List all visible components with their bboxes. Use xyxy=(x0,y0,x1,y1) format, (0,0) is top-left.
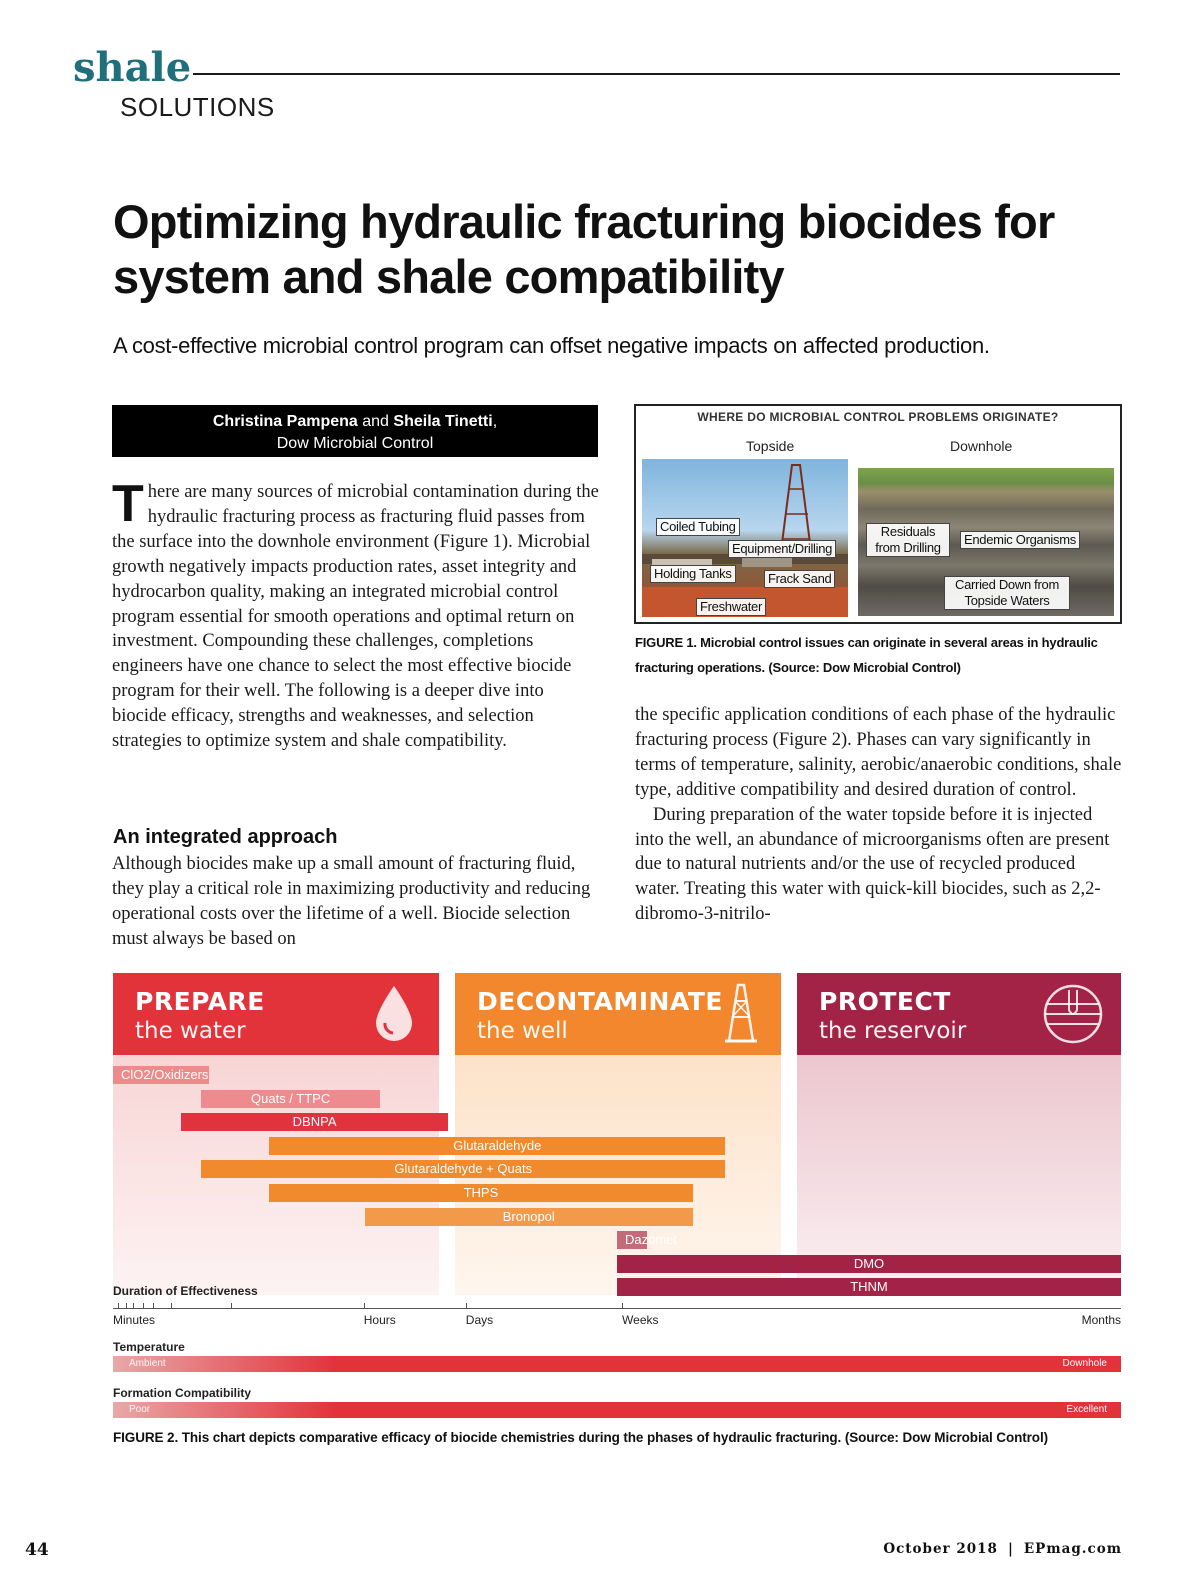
minor-tick xyxy=(171,1303,172,1309)
figure-1-downhole-heading: Downhole xyxy=(950,438,1013,454)
byline-comma: , xyxy=(492,413,498,430)
phase-decontaminate-title: DECONTAMINATE xyxy=(477,987,723,1016)
byline-and: and xyxy=(362,413,389,430)
label-residuals-from-drilling: Residuals from Drilling xyxy=(866,523,950,557)
minor-tick xyxy=(143,1303,144,1309)
bar-thnm: THNM xyxy=(617,1278,1121,1296)
label-frack-sand: Frack Sand xyxy=(764,570,835,588)
bar-dbnpa: DBNPA xyxy=(181,1113,448,1131)
label-carried-down: Carried Down from Topside Waters xyxy=(944,576,1070,610)
major-tick xyxy=(466,1303,467,1309)
tick-label-weeks: Weeks xyxy=(622,1313,659,1327)
footer-separator: | xyxy=(1007,1541,1014,1557)
issue-date: October 2018 xyxy=(883,1541,998,1557)
site-link[interactable]: EPmag.com xyxy=(1023,1541,1122,1557)
figure-1 xyxy=(634,404,1122,624)
figure-1-caption: FIGURE 1. Microbial control issues can originate in several areas in hydraulic fracturing operations. (Source: Dow Microbial Control) xyxy=(635,635,1098,675)
bar-clo2-oxidizers: ClO2/Oxidizers xyxy=(113,1066,209,1084)
minor-tick xyxy=(118,1303,119,1309)
figure-2-chart xyxy=(113,973,1121,1423)
author-1: Christina Pampena xyxy=(212,413,358,430)
author-2: Sheila Tinetti xyxy=(393,413,493,430)
phase-prepare xyxy=(113,973,439,1055)
article-title: Optimizing hydraulic fracturing biocides for system and shale compatibility xyxy=(113,195,1055,303)
bar-dazomet: Dazomet xyxy=(617,1231,647,1249)
phase-decontaminate xyxy=(455,973,781,1055)
bar-bronopol: Bronopol xyxy=(365,1208,693,1226)
temperature-high: Downhole xyxy=(1062,1358,1107,1369)
figure-1-topside-heading: Topside xyxy=(746,438,795,454)
section-sub: SOLUTIONS xyxy=(120,92,275,122)
temperature-low: Ambient xyxy=(129,1358,166,1369)
tick-label-days: Days xyxy=(465,1313,494,1327)
paragraph-2: Although biocides make up a small amount of fracturing fluid, they play a critical role in maximizing productivity and reducing operational costs over the lifetime of a well. Biocide selection must always be based on xyxy=(112,854,591,949)
minor-tick xyxy=(153,1303,154,1309)
page-number: 44 xyxy=(25,1540,49,1560)
subhead: An integrated approach xyxy=(113,826,338,848)
formation-scale xyxy=(113,1402,1121,1418)
water-drop-icon xyxy=(371,983,417,1043)
temperature-scale xyxy=(113,1356,1121,1372)
header-rule xyxy=(193,73,1120,75)
tick-label-months: Months xyxy=(1081,1313,1121,1327)
minor-tick xyxy=(133,1303,134,1309)
major-tick xyxy=(364,1303,365,1309)
footer-info xyxy=(883,1541,1122,1557)
minor-tick xyxy=(231,1303,232,1309)
major-tick xyxy=(622,1303,623,1309)
section-brand: shale xyxy=(73,44,192,91)
bar-thps: THPS xyxy=(269,1184,692,1202)
label-freshwater: Freshwater xyxy=(696,598,766,616)
label-coiled-tubing: Coiled Tubing xyxy=(656,518,740,536)
phase-decontaminate-subtitle: the well xyxy=(477,1018,568,1044)
phase-prepare-title: PREPARE xyxy=(135,987,265,1016)
paragraph-3: the specific application conditions of each phase of the hydraulic fracturing process (Figure 2). Phases can vary significantly in terms of temperature, salinity, aerobic/anaerobic conditions, shale type, additive compatibility and desired duration of control. xyxy=(635,705,1122,800)
bar-glutaraldehyde: Glutaraldehyde xyxy=(269,1137,725,1155)
intro-text: here are many sources of microbial contamination during the hydraulic fracturing process as fracturing fluid passes from the surface into the downhole environment (Figure 1). Microbial growth negatively impacts production rates, asset integrity and hydrocarbon quality, making an integrated microbial control program essential for smooth operations and optimal return on investment. Compounding these challenges, completions engineers have one chance to select the most effective biocide program for their well. The following is a deeper dive into biocide efficacy, strengths and weaknesses, and selection strategies to optimize system and shale compatibility. xyxy=(112,482,599,752)
phase-protect-title: PROTECT xyxy=(819,987,951,1016)
downhole-photo xyxy=(858,468,1114,616)
label-endemic-organisms: Endemic Organisms xyxy=(960,531,1080,549)
topside-photo xyxy=(642,459,848,617)
bar-glutaraldehyde-quats: Glutaraldehyde + Quats xyxy=(201,1160,725,1178)
formation-title: Formation Compatibility xyxy=(113,1386,251,1400)
right-column xyxy=(635,703,1122,927)
byline xyxy=(112,405,598,457)
figure-1-title: WHERE DO MICROBIAL CONTROL PROBLEMS ORIGINATE? xyxy=(697,410,1059,424)
bar-dmo: DMO xyxy=(617,1255,1121,1273)
tick-label-hours: Hours xyxy=(363,1313,396,1327)
formation-high: Excellent xyxy=(1066,1404,1107,1415)
minor-tick xyxy=(126,1303,127,1309)
label-equipment-drilling: Equipment/Drilling xyxy=(728,540,836,558)
axis-title: Duration of Effectiveness xyxy=(113,1284,258,1298)
paragraph-4: During preparation of the water topside before it is injected into the well, an abundance of microorganisms often are present due to natural nutrients and/or the use of recycled produced water. Treating this water with quick-kill biocides, such as 2,2-dibromo-3-nitrilo- xyxy=(635,804,1110,925)
tick-label-minutes: Minutes xyxy=(113,1313,156,1327)
oil-rig-icon xyxy=(723,983,759,1045)
phase-protect xyxy=(797,973,1121,1055)
formation-low: Poor xyxy=(129,1404,151,1415)
bar-quats-ttpc: Quats / TTPC xyxy=(201,1090,380,1108)
temperature-title: Temperature xyxy=(113,1340,185,1354)
axis-line xyxy=(113,1308,1121,1309)
article-deck: A cost-effective microbial control program can offset negative impacts on affected production. xyxy=(113,333,990,358)
intro-paragraph xyxy=(112,475,600,754)
byline-org: Dow Microbial Control xyxy=(276,435,434,452)
phase-protect-subtitle: the reservoir xyxy=(819,1018,967,1044)
phase-prepare-subtitle: the water xyxy=(135,1018,246,1044)
figure-2-caption: FIGURE 2. This chart depicts comparative efficacy of biocide chemistries during the phases of hydraulic fracturing. (Source: Dow Microbial Control) xyxy=(113,1430,1048,1445)
label-holding-tanks: Holding Tanks xyxy=(650,565,736,583)
drilling-rig-icon xyxy=(642,459,848,617)
reservoir-globe-icon xyxy=(1041,982,1105,1046)
drop-cap: T xyxy=(112,475,144,533)
